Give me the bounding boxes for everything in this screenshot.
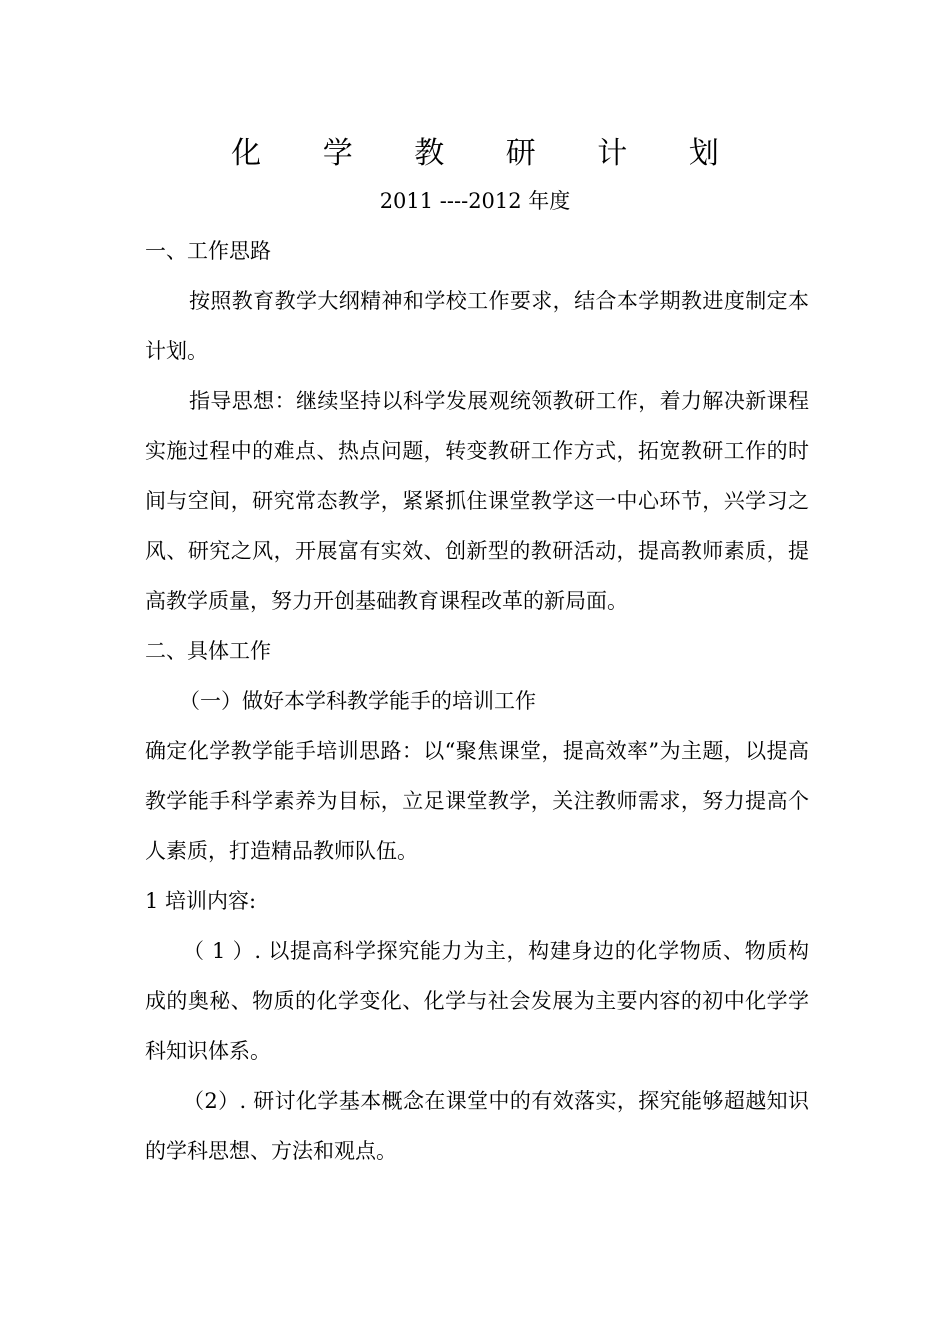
subsection-heading-1: （一）做好本学科教学能手的培训工作	[179, 689, 536, 713]
section-heading-1: 一、工作思路	[145, 239, 271, 263]
section-heading-2: 二、具体工作	[145, 639, 271, 663]
paragraph-approach: 按照教育教学大纲精神和学校工作要求，结合本学期教进度制定本计划。	[145, 289, 809, 363]
paragraph-training-approach: 确定化学教学能手培训思路：以“聚焦课堂，提高效率”为主题，以提高教学能手科学素养为目标，立足课堂教学，关注教师需求，努力提高个人素质，打造精品教师队伍。	[145, 739, 809, 863]
training-content-heading: 1 培训内容:	[145, 889, 257, 913]
document-title: 化 学 教 研 计 划	[231, 136, 745, 171]
document-subtitle: 2011 ----2012 年度	[379, 189, 571, 213]
training-item-1: （ 1 ）. 以提高科学探究能力为主，构建身边的化学物质、物质构成的奥秘、物质的化学变化、化学与社会发展为主要内容的初中化学学科知识体系。	[145, 939, 809, 1063]
document-body	[145, 226, 809, 1176]
training-item-2: （2）. 研讨化学基本概念在课堂中的有效落实，探究能够超越知识的学科思想、方法和观点。	[145, 1089, 809, 1163]
paragraph-guiding-thought: 指导思想：继续坚持以科学发展观统领教研工作，着力解决新课程实施过程中的难点、热点问题，转变教研工作方式，拓宽教研工作的时间与空间，研究常态教学，紧紧抓住课堂教学这一中心环节，兴学习之风、研究之风，开展富有实效、创新型的教研活动，提高教师素质，提高教学质量，努力开创基础教育课程改革的新局面。	[145, 389, 809, 613]
